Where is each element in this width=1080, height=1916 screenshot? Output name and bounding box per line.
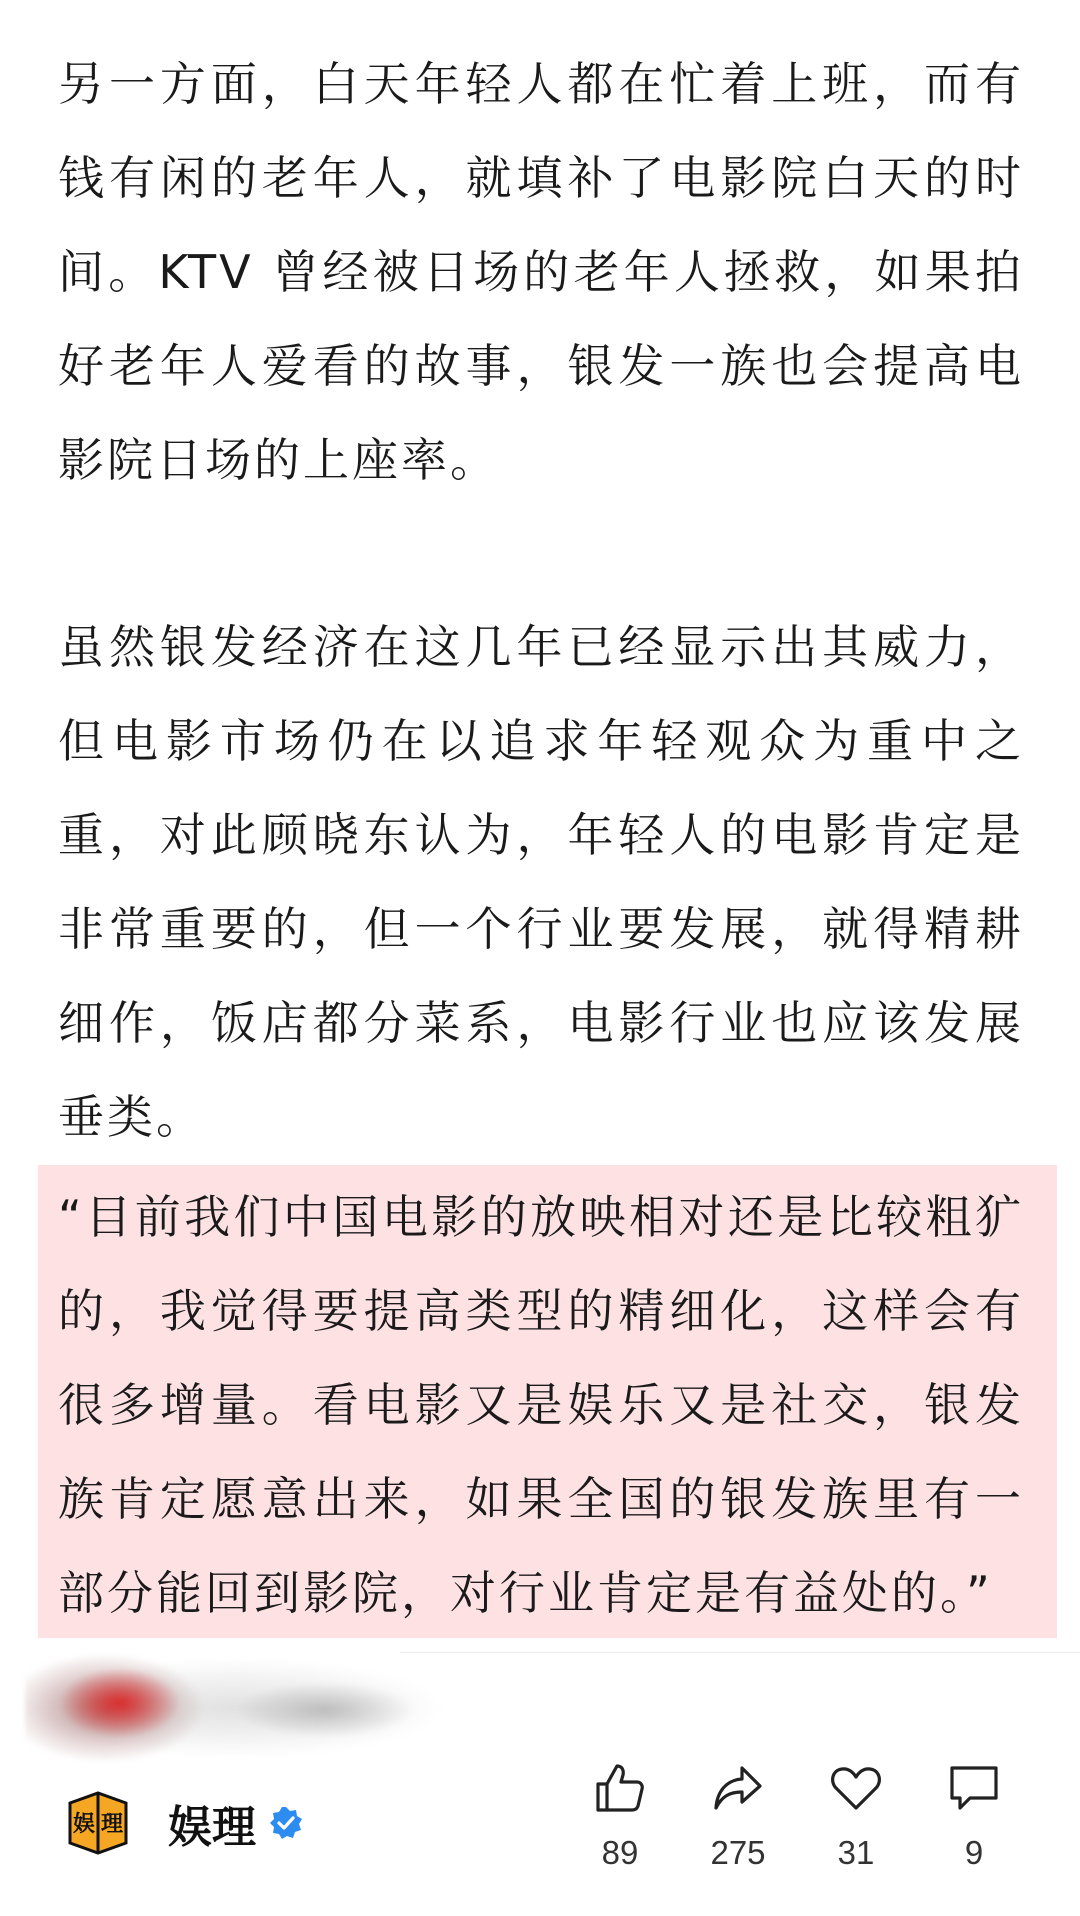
like-count: 89 [601, 1834, 639, 1871]
comment-count: 9 [964, 1834, 984, 1871]
heart-icon [828, 1760, 884, 1816]
redacted-scribble [25, 1648, 445, 1766]
comment-icon [946, 1760, 1002, 1816]
avatar-char-2: 理 [100, 1812, 124, 1837]
share-icon [710, 1760, 766, 1816]
share-count: 275 [710, 1834, 766, 1871]
article-paragraph-1: 另一方面，白天年轻人都在忙着上班，而有钱有闲的老年人，就填补了电影院白天的时间。KTV 曾经被日场的老年人拯救，如果拍好老年人爱看的故事，银发一族也会提高电影院日场的上座率。 [58, 57, 1024, 487]
avatar[interactable] [60, 1785, 136, 1861]
thumbs-up-icon [592, 1760, 648, 1816]
quote-text: “目前我们中国电影的放映相对还是比较粗犷的，我觉得要提高类型的精细化，这样会有很多增量。看电影又是娱乐又是社交，银发族肯定愿意出来，如果全国的银发族里有一部分能回到影院，对行业肯定是有益处的。” [58, 1190, 1024, 1620]
favorite-count: 31 [837, 1834, 875, 1871]
action-bar [570, 1760, 1050, 1880]
avatar-char-1: 娱 [72, 1812, 96, 1837]
author-bar[interactable] [60, 1778, 304, 1868]
yuli-logo-icon [60, 1785, 136, 1861]
verified-badge-icon [268, 1805, 304, 1841]
share-button[interactable] [688, 1760, 788, 1872]
author-name[interactable]: 娱理 [168, 1802, 256, 1853]
article-paragraph-2: 虽然银发经济在这几年已经显示出其威力，但电影市场仍在以追求年轻观众为重中之重，对此顾晓东认为，年轻人的电影肯定是非常重要的，但一个行业要发展，就得精耕细作，饭店都分菜系，电影行业也应该发展垂类。 [58, 620, 1024, 1144]
favorite-button[interactable] [806, 1760, 906, 1872]
comment-button[interactable] [924, 1760, 1024, 1872]
like-button[interactable] [570, 1760, 670, 1872]
divider [400, 1652, 1080, 1653]
